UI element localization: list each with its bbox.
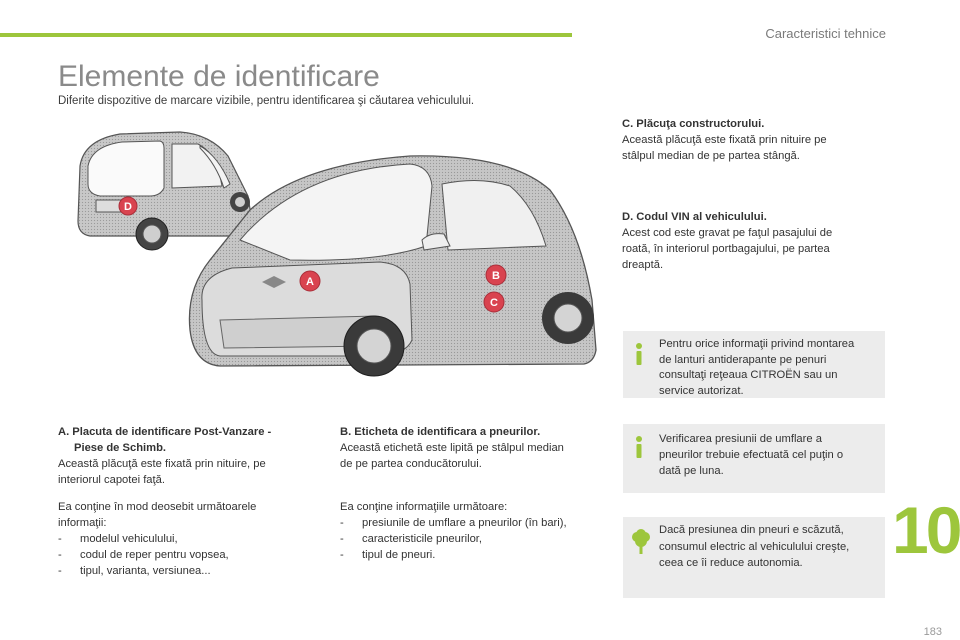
block-a-line: Această plăcuţă este fixată prin nituire, pe: [58, 458, 266, 470]
list-item: [340, 515, 602, 531]
marker-a-label: A: [306, 276, 314, 288]
list-item: [58, 563, 308, 579]
eco-tree-icon: [631, 529, 651, 555]
list-dash: -: [58, 549, 62, 561]
page-subtitle: Diferite dispozitive de marcare vizibile, pentru identificarea şi căutarea vehiculului.: [58, 95, 475, 107]
note-line: Dacă presiunea din pneuri e scăzută,: [659, 524, 844, 536]
list-item-text: codul de reper pentru vopsea,: [80, 549, 229, 561]
block-c-line: stâlpul median de pe partea stângă.: [622, 150, 800, 162]
block-b-details: [340, 499, 602, 563]
list-item: [58, 531, 308, 547]
block-d-line: dreaptă.: [622, 259, 664, 271]
note-line: consultaţi reţeaua CITROËN sau un: [659, 369, 838, 381]
note-eco: [623, 517, 885, 598]
page-number: 183: [923, 626, 942, 638]
info-icon: [632, 435, 646, 459]
list-dash: -: [58, 533, 62, 545]
block-d-heading: D. Codul VIN al vehiculului.: [622, 211, 767, 223]
list-item-text: tipul, varianta, versiunea...: [80, 565, 211, 577]
header-accent-bar: [0, 33, 572, 37]
marker-c-label: C: [490, 297, 498, 309]
block-a-intro: informaţii:: [58, 517, 107, 529]
note-line: de lanturi antiderapante pe penuri: [659, 353, 827, 366]
list-dash: -: [340, 549, 344, 561]
list-dash: -: [340, 517, 344, 529]
block-a: [58, 424, 308, 488]
block-a-intro: Ea conţine în mod deosebit următoarele: [58, 501, 257, 513]
note-tyre-pressure: [623, 424, 885, 493]
block-c: [622, 116, 862, 164]
block-d: [622, 209, 872, 273]
list-item: [58, 547, 308, 563]
list-item-text: tipul de pneuri.: [362, 549, 436, 561]
list-dash: -: [340, 533, 344, 545]
list-item: [340, 547, 602, 563]
note-line: dată pe luna.: [659, 465, 724, 477]
note-snow-chains: [623, 331, 885, 398]
block-b-intro: Ea conţine informaţiile următoare:: [340, 501, 508, 513]
page-title: Elemente de identificare: [58, 60, 380, 93]
block-b: [340, 424, 600, 472]
block-b-line: de pe partea conducătorului.: [340, 458, 482, 470]
section-title: Caracteristici tehnice: [765, 26, 886, 41]
marker-d-label: D: [124, 201, 132, 213]
note-line: ceea ce îi reduce autonomia.: [659, 557, 803, 569]
block-b-heading: B. Eticheta de identificara a pneurilor.: [340, 426, 541, 438]
block-d-line: Acest cod este gravat pe faţul pasajului de: [622, 227, 833, 239]
block-b-line: Această etichetă este lipită pe stâlpul median: [340, 442, 564, 454]
block-a-line: interiorul capotei faţă.: [58, 474, 165, 486]
car-front-illustration: [180, 150, 610, 400]
block-d-line: roată, în interiorul portbagajului, pe partea: [622, 243, 830, 255]
list-item-text: modelul vehiculului,: [80, 533, 178, 545]
marker-b-label: B: [492, 270, 500, 282]
list-dash: -: [58, 565, 62, 577]
block-c-heading: C. Plăcuţa constructorului.: [622, 118, 765, 130]
block-a-heading: A. Placuta de identificare Post-Vanzare -: [58, 426, 272, 438]
list-item-text: presiunile de umflare a pneurilor (în bari),: [362, 517, 567, 529]
note-line: consumul electric al vehiculului creşte,: [659, 540, 850, 553]
list-item-text: caracteristicile pneurilor,: [362, 533, 483, 545]
list-item: [340, 531, 602, 547]
note-line: pneurilor trebuie efectuată cel puţin o: [659, 449, 844, 461]
info-icon: [632, 342, 646, 366]
block-a-details: [58, 499, 308, 579]
block-a-heading-cont: Piese de Schimb.: [74, 442, 167, 454]
block-c-line: Această plăcuţă este fixată prin nituire pe: [622, 134, 827, 146]
note-line: Pentru orice informaţii privind montarea: [659, 338, 855, 350]
note-line: Verificarea presiunii de umflare a: [659, 433, 822, 445]
note-line: service autorizat.: [659, 384, 744, 397]
chapter-number: 10: [892, 493, 960, 567]
